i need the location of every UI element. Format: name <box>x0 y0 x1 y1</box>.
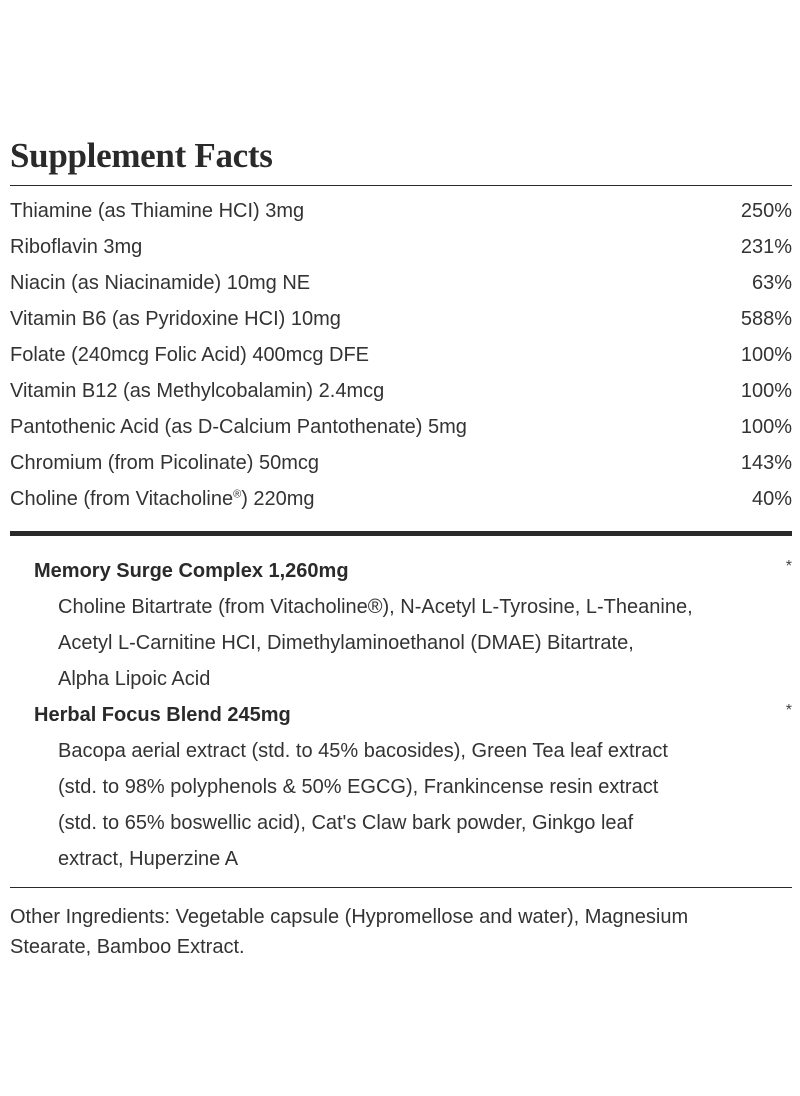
fact-daily-value: 63% <box>751 271 792 294</box>
blend-ingredients <box>34 733 792 877</box>
fact-name: Pantothenic Acid (as D-Calcium Pantothenate) 5mg <box>10 415 467 438</box>
fact-name-part: ) 220mg <box>241 487 315 510</box>
ingredient-line: (std. to 65% boswellic acid), Cat's Claw bark powder, Ginkgo leaf <box>58 812 634 834</box>
blend-herbal-focus <box>34 697 792 877</box>
fact-row <box>10 265 792 301</box>
fact-name: Riboflavin 3mg <box>10 235 143 258</box>
fact-name: Niacin (as Niacinamide) 10mg NE <box>10 271 311 294</box>
registered-mark: ® <box>233 487 242 500</box>
blend-header <box>34 553 792 589</box>
fact-name: Thiamine (as Thiamine HCI) 3mg <box>10 199 305 222</box>
section-divider-thick <box>10 531 792 536</box>
facts-table <box>10 193 792 517</box>
other-ingredients-line: Other Ingredients: Vegetable capsule (Hypromellose and water), Magnesium <box>10 906 689 928</box>
ingredient-line: extract, Huperzine A <box>58 848 239 870</box>
fact-name-part: Choline (from Vitacholine <box>10 487 234 510</box>
ingredient-line: Alpha Lipoic Acid <box>58 668 211 690</box>
ingredient-line: Choline Bitartrate (from Vitacholine®), N-Acetyl L-Tyrosine, L-Theanine, <box>58 596 693 618</box>
fact-row <box>10 301 792 337</box>
fact-daily-value: 143% <box>740 451 792 474</box>
fact-name: Vitamin B12 (as Methylcobalamin) 2.4mcg <box>10 379 385 402</box>
fact-row <box>10 481 792 517</box>
fact-name: Folate (240mcg Folic Acid) 400mcg DFE <box>10 343 370 366</box>
blend-ingredients <box>34 589 792 697</box>
other-ingredients-divider <box>10 887 792 888</box>
blend-daily-value: * <box>785 702 792 719</box>
fact-row <box>10 373 792 409</box>
ingredient-line: (std. to 98% polyphenols & 50% EGCG), Frankincense resin extract <box>58 776 659 798</box>
fact-daily-value: 588% <box>740 307 792 330</box>
blend-memory-surge <box>34 553 792 697</box>
fact-daily-value: 40% <box>751 487 792 510</box>
fact-daily-value: 100% <box>740 379 792 402</box>
fact-row <box>10 193 792 229</box>
panel-title: Supplement Facts <box>10 136 273 175</box>
fact-row <box>10 445 792 481</box>
fact-name: Chromium (from Picolinate) 50mcg <box>10 451 319 474</box>
fact-row <box>10 409 792 445</box>
fact-daily-value: 100% <box>740 415 792 438</box>
fact-daily-value: 231% <box>740 235 792 258</box>
fact-daily-value: 100% <box>740 343 792 366</box>
other-ingredients <box>10 902 792 962</box>
blend-name: Memory Surge Complex 1,260mg <box>34 560 349 582</box>
fact-name: Vitamin B6 (as Pyridoxine HCI) 10mg <box>10 307 341 330</box>
blend-name: Herbal Focus Blend 245mg <box>34 704 291 726</box>
blend-header <box>34 697 792 733</box>
fact-name <box>10 488 315 511</box>
other-ingredients-line: Stearate, Bamboo Extract. <box>10 936 245 958</box>
title-divider <box>10 185 792 186</box>
fact-row <box>10 229 792 265</box>
ingredient-line: Bacopa aerial extract (std. to 45% bacosides), Green Tea leaf extract <box>58 740 668 762</box>
fact-row <box>10 337 792 373</box>
fact-daily-value: 250% <box>740 199 792 222</box>
ingredient-line: Acetyl L-Carnitine HCI, Dimethylaminoethanol (DMAE) Bitartrate, <box>58 632 634 654</box>
blend-daily-value: * <box>785 558 792 575</box>
